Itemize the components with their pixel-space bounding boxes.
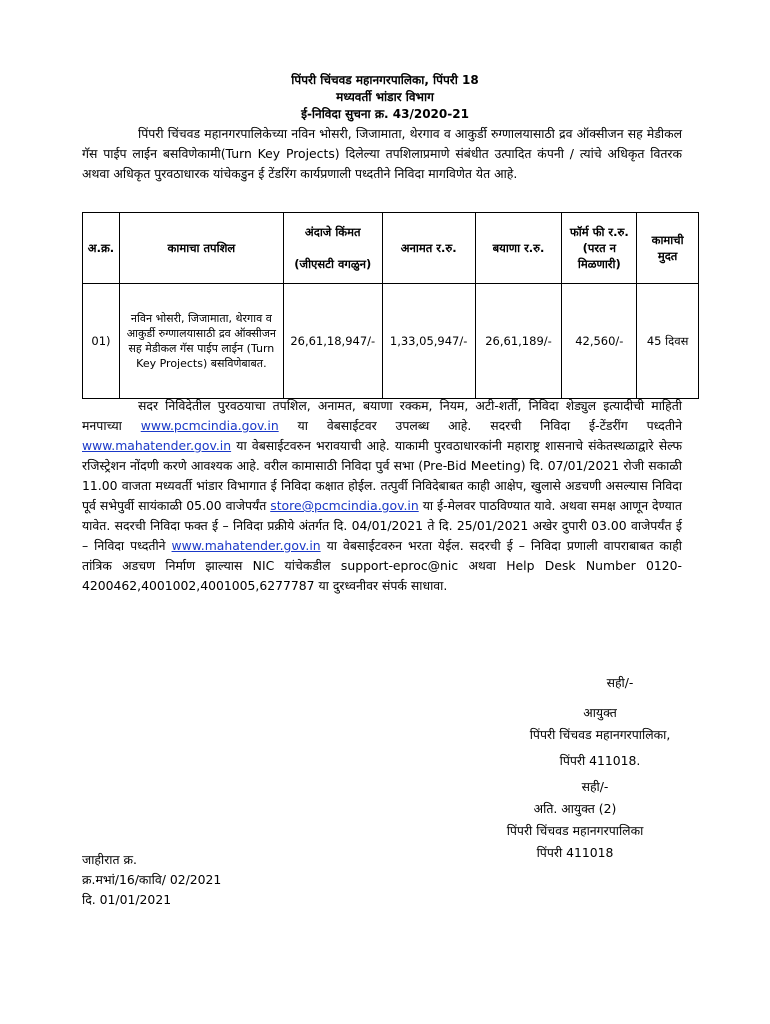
cell-work: नविन भोसरी, जिजामाता, थेरगाव व आकुर्डी रुग्णालयासाठी द्रव ऑक्सीजन सह मेडीकल गॅस पाईप लाईन (Turn Key Projects) बसविणेबाबत. bbox=[119, 284, 283, 399]
details-text-2: या वेबसाईटवर उपलब्ध आहे. सदरची निविदा ई-टेंडरींग पध्दतीने bbox=[278, 418, 682, 433]
store-email-link[interactable]: store@pcmcindia.gov.in bbox=[270, 498, 419, 513]
details-text-4: या ई-मेलवर पाठविण्यात यावे. अथवा समक्ष आणून देण्यात यावेत. सदरची निविदा फक्त ई – निविदा प्रक्रीये अंतर्गत दि. 04/01/2021 ते दि. 25/01/2021 अखेर दुपारी 03.00 वाजेपर्यंत ई – निविदा पध्दतीने bbox=[82, 498, 682, 553]
signature-additional-commissioner bbox=[470, 776, 680, 864]
signature-org: पिंपरी चिंचवड महानगरपालिका, bbox=[529, 727, 671, 742]
cell-security: 26,61,189/- bbox=[475, 284, 562, 399]
signature-org: पिंपरी चिंचवड महानगरपालिका bbox=[506, 823, 644, 838]
advertisement-footer bbox=[82, 850, 221, 910]
advertisement-date: दि. 01/01/2021 bbox=[82, 892, 172, 907]
header-notice-number: ई-निविदा सुचना क्र. 43/2020-21 bbox=[301, 107, 469, 121]
details-paragraph bbox=[82, 396, 682, 596]
advertisement-reference: क्र.मभां/16/कावि/ 02/2021 bbox=[82, 872, 222, 887]
signature-mark: सही/- bbox=[606, 675, 634, 690]
advertisement-label: जाहीरात क्र. bbox=[82, 852, 137, 867]
signature-commissioner bbox=[500, 672, 700, 772]
col-security: बयाणा र.रु. bbox=[475, 213, 562, 284]
signature-designation: आयुक्त bbox=[583, 705, 617, 720]
table-row bbox=[83, 284, 699, 399]
details-text-1: सदर निविदेतील पुरवठयाचा तपशिल, अनामत, बयाणा रक्कम, नियम, अटी-शर्ती, निविदा शेड्युल इत्यादीची माहिती मनपाच्या bbox=[82, 398, 682, 433]
pcmc-website-link[interactable]: www.pcmcindia.gov.in bbox=[140, 418, 279, 433]
cell-sr: 01) bbox=[83, 284, 120, 399]
signature-place: पिंपरी 411018. bbox=[559, 753, 641, 768]
cell-estimate: 26,61,18,947/- bbox=[283, 284, 382, 399]
intro-paragraph: पिंपरी चिंचवड महानगरपालिकेच्या नविन भोसरी, जिजामाता, थेरगाव व आकुर्डी रुग्णालयासाठी द्रव ऑक्सीजन सह मेडीकल गॅस पाईप लाईन बसविणेकामी(Turn Key Projects) दिलेल्या तपशिलाप्रमाणे संबंधीत उत्पादित कंपनी / त्यांचे अधिकृत वितरक अथवा अधिकृत पुरवठाधारक यांचेकडुन ई टेंडरिंग कार्यप्रणाली पध्दतीने निविदा मागविणेत येत आहे. bbox=[82, 126, 682, 181]
col-emd: अनामत र.रु. bbox=[382, 213, 475, 284]
cell-duration: 45 दिवस bbox=[637, 284, 699, 399]
signature-place: पिंपरी 411018 bbox=[536, 845, 614, 860]
col-work: कामाचा तपशिल bbox=[119, 213, 283, 284]
col-estimate bbox=[283, 213, 382, 284]
signature-mark: सही/- bbox=[581, 779, 609, 794]
col-duration: कामाची मुदत bbox=[637, 213, 699, 284]
cell-form-fee: 42,560/- bbox=[562, 284, 637, 399]
header-department: मध्यवर्ती भांडार विभाग bbox=[336, 90, 434, 104]
tender-table bbox=[82, 212, 699, 399]
col-estimate-note: (जीएसटी वगळुन) bbox=[294, 257, 372, 271]
col-estimate-title: अंदाजे किंमत bbox=[304, 225, 361, 239]
col-sr: अ.क्र. bbox=[83, 213, 120, 284]
details-text-3: या वेबसाईटवरुन भरावयाची आहे. याकामी पुरवठाधारकांनी महाराष्ट्र शासनाचे संकेतस्थळाद्वारे सेल्फ रजिस्ट्रेशन नोंदणी करणे आवश्यक आहे. वरील कामासाठी निविदा पुर्व सभा (Pre-Bid Meeting) दि. 07/01/2021 रोजी सकाळी 11.00 वाजता मध्यवर्ती भांडार विभागात ई निविदा कक्षात होईल. तत्पुर्वी निविदेबाबत काही आक्षेप, खुलासे अडचणी असल्यास निविदा पूर्व सभेपुर्वी सायंकाळी 05.00 वाजेपर्यंत bbox=[82, 438, 682, 513]
table-header-row bbox=[83, 213, 699, 284]
signature-designation: अति. आयुक्त (2) bbox=[533, 801, 617, 816]
header-org: पिंपरी चिंचवड महानगरपालिका, पिंपरी 18 bbox=[291, 73, 479, 87]
col-form-fee: फॉर्म फी र.रु.(परत न मिळणारी) bbox=[562, 213, 637, 284]
cell-emd: 1,33,05,947/- bbox=[382, 284, 475, 399]
mahatender-link-2[interactable]: www.mahatender.gov.in bbox=[171, 538, 321, 553]
details-text-5: या वेबसाईटवरुन भरता येईल. सदरची ई – निविदा प्रणाली वापराबाबत काही तांत्रिक अडचण निर्माण झाल्यास NIC यांचेकडील support-eproc@nic अथवा Help Desk Number 0120-4200462,4001002,4001005,6277787 या दुरध्वनीवर संपर्क साधावा. bbox=[82, 538, 682, 593]
mahatender-link[interactable]: www.mahatender.gov.in bbox=[82, 438, 232, 453]
